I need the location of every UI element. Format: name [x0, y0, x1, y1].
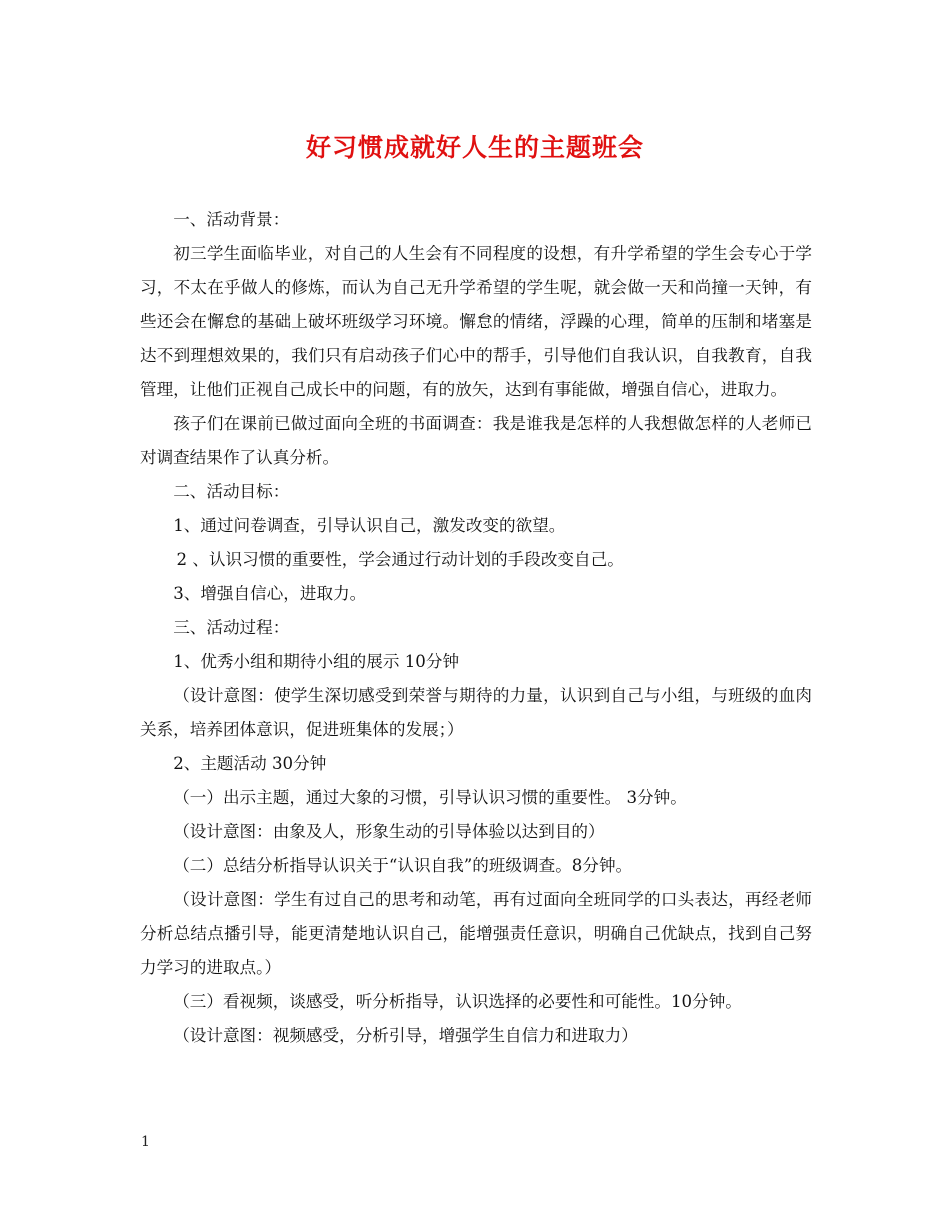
- paragraph-survey: 孩子们在课前已做过面向全班的书面调查：我是谁我是怎样的人我想做怎样的人老师已对调查结果作了认真分析。: [140, 414, 812, 467]
- section-heading-goals: 二、活动目标：: [173, 482, 290, 501]
- design-intent-1: （设计意图：使学生深切感受到荣誉与期待的力量，认识到自己与小组，与班级的血肉关系，培养团体意识，促进班集体的发展；）: [140, 686, 812, 739]
- goal-item-2: 2 、认识习惯的重要性，学会通过行动计划的手段改变自己。: [176, 550, 624, 569]
- process-step-1: 1、优秀小组和期待小组的展示 10分钟: [173, 652, 460, 671]
- sub-step-2: （二）总结分析指导认识关于“认识自我”的班级调查。8分钟。: [173, 856, 633, 875]
- paragraph-background: 初三学生面临毕业，对自己的人生会有不同程度的设想，有升学希望的学生会专心于学习，不太在乎做人的修炼，而认为自己无升学希望的学生呢，就会做一天和尚撞一天钟，有些还会在懈怠的基础上破坏班级学习环境。懈怠的情绪，浮躁的心理，简单的压制和堵塞是达不到理想效果的，我们只有启动孩子们心中的帮手，引导他们自我认识，自我教育，自我管理，让他们正视自己成长中的问题，有的放矢，达到有事能做，增强自信心，进取力。: [140, 244, 812, 399]
- sub-step-1: （一）出示主题，通过大象的习惯，引导认识习惯的重要性。 3分钟。: [173, 788, 687, 807]
- section-heading-background: 一、活动背景：: [173, 210, 290, 229]
- design-intent-2: （设计意图：由象及人，形象生动的引导体验以达到目的）: [173, 822, 605, 841]
- document-body: [140, 203, 812, 1053]
- design-intent-3: （设计意图：学生有过自己的思考和动笔，再有过面向全班同学的口头表达，再经老师分析总结点播引导，能更清楚地认识自己，能增强责任意识，明确自己优缺点，找到自己努力学习的进取点。）: [140, 890, 812, 977]
- page-number: 1: [141, 1134, 150, 1150]
- goal-item-1: 1、通过问卷调查，引导认识自己，激发改变的欲望。: [173, 516, 566, 535]
- design-intent-4: （设计意图：视频感受，分析引导，增强学生自信力和进取力）: [173, 1026, 638, 1045]
- goal-item-3: 3、增强自信心，进取力。: [173, 584, 367, 603]
- section-heading-process: 三、活动过程：: [173, 618, 290, 637]
- process-step-2: 2、主题活动 30分钟: [173, 754, 327, 773]
- sub-step-3: （三）看视频，谈感受，听分析指导，认识选择的必要性和可能性。10分钟。: [173, 992, 742, 1011]
- page-title: 好习惯成就好人生的主题班会: [305, 133, 644, 162]
